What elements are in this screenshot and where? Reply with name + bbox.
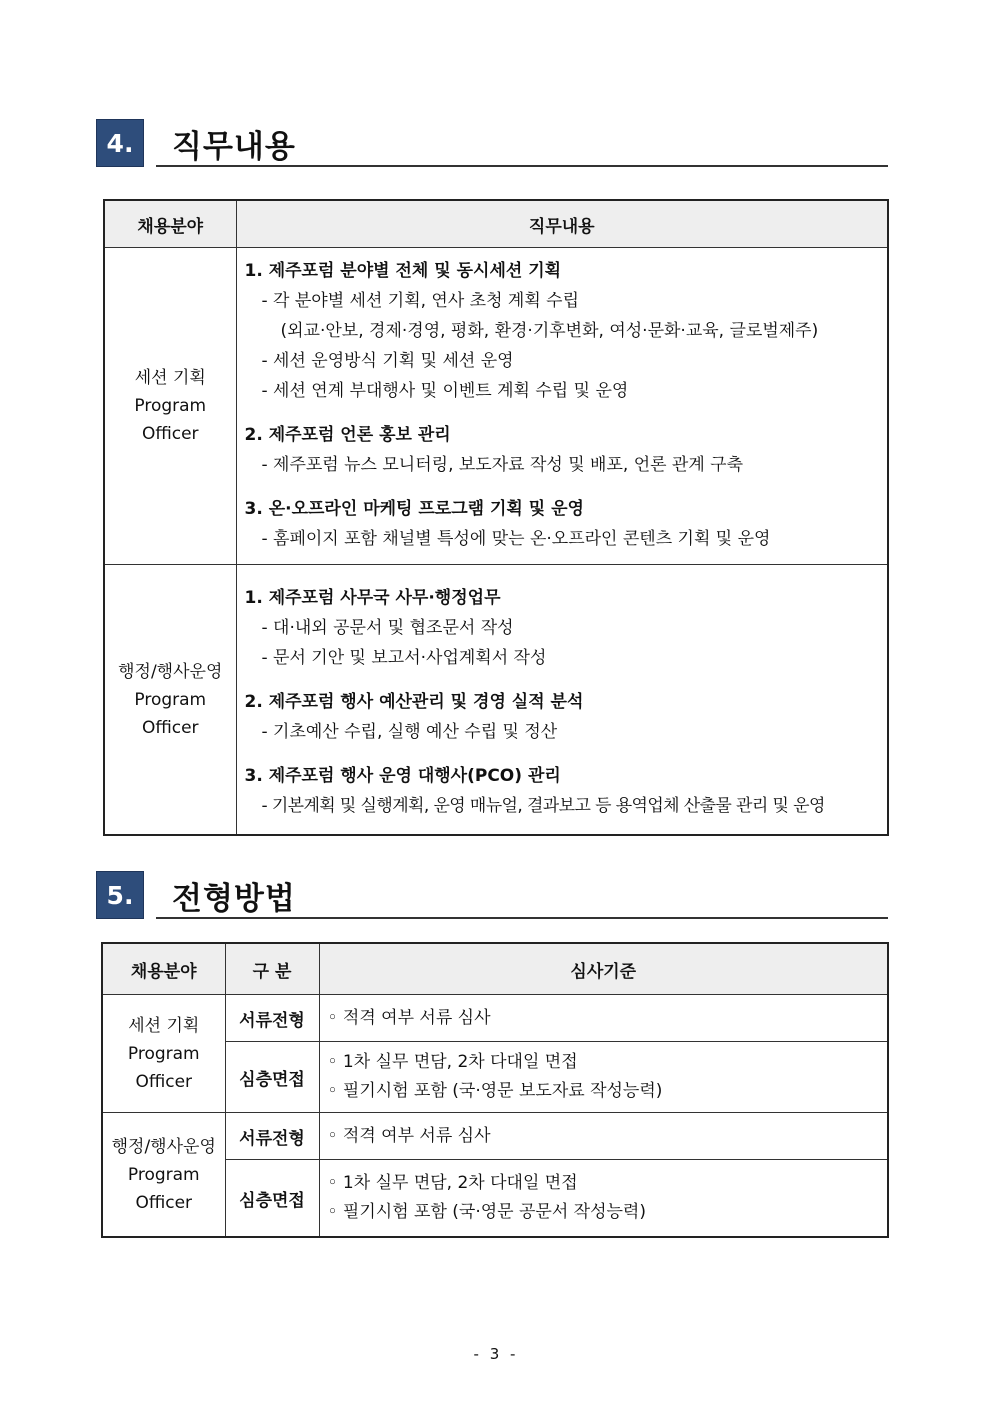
criteria-item: ◦ 적격 여부 서류 심사 [327,1125,491,1146]
stage-document: 서류전형 [225,1113,319,1160]
duty-item: - 세션 운영방식 기획 및 세션 운영 [261,351,514,371]
duty-item: - 홈페이지 포함 채널별 특성에 맞는 온·오프라인 콘텐츠 기획 및 운영 [261,529,771,549]
stage-interview: 심층면접 [225,1042,319,1113]
stage-document: 서류전형 [225,995,319,1042]
duty-group-title: 1. 제주포럼 분야별 전체 및 동시세션 기획 [244,261,562,281]
duty-item: (외교·안보, 경제·경영, 평화, 환경·기후변화, 여성·문화·교육, 글로벌제주) [280,321,819,341]
duty-group [245,256,878,406]
selection-row [102,995,888,1042]
section-5-rule [156,917,888,919]
duty-group-title: 2. 제주포럼 행사 예산관리 및 경영 실적 분석 [244,691,584,712]
criteria-cell [319,1042,888,1113]
field-role: Officer [135,1192,193,1213]
criteria-cell [319,1113,888,1160]
duty-header-duty: 직무내용 [236,200,888,248]
duty-header-field: 채용분야 [104,200,236,248]
criteria-cell [319,1160,888,1238]
selection-table-header [102,943,888,995]
duty-item: - 기초예산 수립, 실행 예산 수립 및 정산 [261,721,558,742]
section-4-title: 직무내용 [172,129,296,165]
duty-group-title: 3. 제주포럼 행사 운영 대행사(PCO) 관리 [244,765,561,786]
section-4-rule [156,165,888,167]
field-role: Program [134,689,207,710]
section-5-number: 5. [96,871,144,919]
criteria-item: ◦ 필기시험 포함 (국·영문 보도자료 작성능력) [327,1081,663,1101]
duty-group [245,687,878,747]
duty-item: - 각 분야별 세션 기획, 연사 초청 계획 수립 [261,291,580,311]
field-name: 행정/행사운영 [111,1136,216,1157]
criteria-item: ◦ 필기시험 포함 (국·영문 공문서 작성능력) [327,1202,646,1222]
selection-header-criteria: 심사기준 [319,943,888,995]
criteria-item: ◦ 1차 실무 면담, 2차 다대일 면접 [327,1173,578,1193]
selection-header-field: 채용분야 [102,943,225,995]
duty-row-session [104,248,888,565]
duty-item: - 문서 기안 및 보고서·사업계획서 작성 [261,647,547,668]
field-role: Program [127,1164,200,1185]
duty-row-admin [104,565,888,836]
field-name: 행정/행사운영 [118,661,223,682]
criteria-item: ◦ 적격 여부 서류 심사 [327,1007,491,1028]
selection-header-stage: 구 분 [225,943,319,995]
duty-group-title: 2. 제주포럼 언론 홍보 관리 [244,425,451,445]
duty-content-session [236,248,888,565]
field-role: Officer [141,424,199,444]
duty-group [245,494,878,554]
page-number: - 3 - [473,1345,519,1363]
duty-table [103,199,889,836]
selection-row [102,1113,888,1160]
criteria-cell [319,995,888,1042]
selection-table [101,942,889,1238]
field-role: Program [134,396,207,416]
duty-item: - 세션 연계 부대행사 및 이벤트 계획 수립 및 운영 [261,381,629,401]
duty-item: - 대·내외 공문서 및 협조문서 작성 [261,617,514,638]
section-5-title: 전형방법 [172,881,296,917]
selection-field-session [102,995,225,1113]
duty-item: - 제주포럼 뉴스 모니터링, 보도자료 작성 및 배포, 언론 관계 구축 [261,455,744,475]
duty-group-title: 3. 온·오프라인 마케팅 프로그램 기획 및 운영 [244,499,584,519]
duty-group-title: 1. 제주포럼 사무국 사무·행정업무 [244,587,501,608]
stage-interview: 심층면접 [225,1160,319,1238]
duty-table-header [104,200,888,248]
section-5-heading [96,871,888,919]
criteria-item: ◦ 1차 실무 면담, 2차 다대일 면접 [327,1052,578,1072]
duty-group [245,583,878,673]
section-4-heading [96,119,888,167]
duty-field-admin [104,565,236,836]
selection-field-admin [102,1113,225,1238]
duty-group [245,761,878,821]
field-role: Program [127,1043,200,1064]
duty-field-session [104,248,236,565]
section-4-number: 4. [96,119,144,167]
field-name: 세션 기획 [134,368,206,388]
duty-content-admin [236,565,888,836]
duty-item: - 기본계획 및 실행계획, 운영 매뉴얼, 결과보고 등 용역업체 산출물 관리 및 운영 [261,795,825,816]
field-role: Officer [135,1071,193,1092]
duty-group [245,420,878,480]
field-name: 세션 기획 [128,1015,200,1036]
field-role: Officer [141,717,199,738]
